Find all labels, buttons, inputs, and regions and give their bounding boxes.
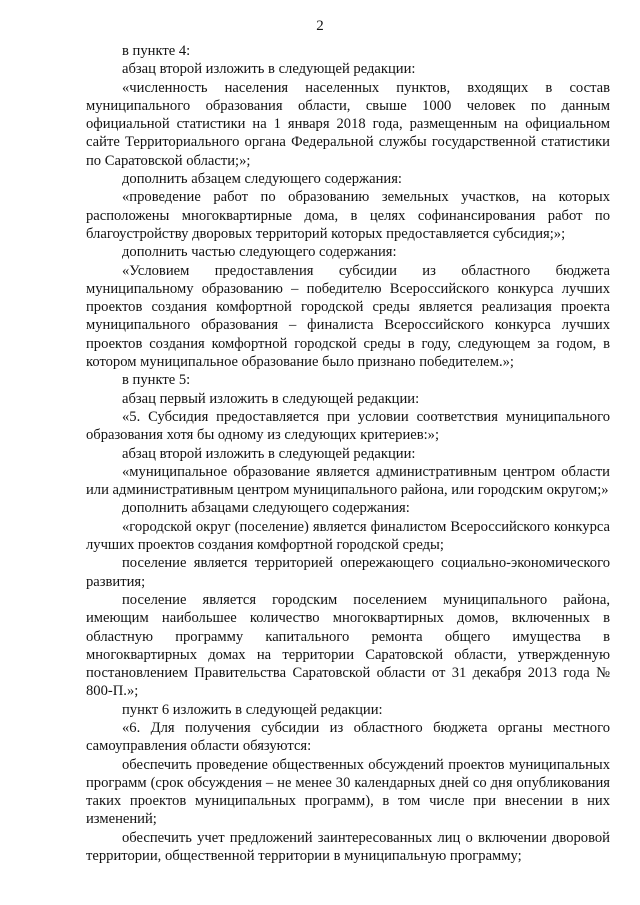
paragraph: абзац второй изложить в следующей редакции: [122,61,416,78]
paragraph: в пункте 4: [122,43,191,59]
paragraph: пункт 6 изложить в следующей редакции: [122,701,383,718]
paragraph: дополнить абзацами следующего содержания: [122,500,410,517]
paragraph: «6. Для получения субсидии из областного бюджета органы местного самоуправления области обязуются: [86,719,610,755]
paragraph: «численность населения населенных пунктов, входящих в состав муниципального образования области, свыше 1000 человек по данным официальной статистики на 1 января 2018 года, размещенным на официальном сайте Территориального органа Федеральной службы государственной статистики по Саратовской области;»; [86,79,610,169]
document-body [86,42,610,865]
paragraph: абзац первый изложить в следующей редакции: [122,390,420,407]
paragraph: «проведение работ по образованию земельных участков, на которых расположены многоквартирные дома, в целях софинансирования работ по благоустройству дворовых территорий которых предоставляется субсидия;»; [86,189,610,242]
paragraph: «муниципальное образование является административным центром области или административным центром муниципального района, или городским округом;» [86,463,610,499]
page-number: 2 [316,18,324,34]
paragraph: обеспечить проведение общественных обсуждений проектов муниципальных программ (срок обсуждения – не менее 30 календарных дней со дня опубликования таких проектов муниципальных программ), в том числе при внесении в них изменений; [86,756,610,828]
paragraph: «5. Субсидия предоставляется при условии соответствия муниципального образования хотя бы одному из следующих критериев:»; [86,408,610,444]
paragraph: поселение является городским поселением муниципального района, имеющим наибольшее количество многоквартирных домов, включенных в областную программу капитального ремонта общего имущества в многоквартирных домах на территории Саратовской области, утвержденную постановлением Правительства Саратовской области от 31 декабря 2013 года № 800-П.»; [86,591,610,700]
paragraph: дополнить частью следующего содержания: [122,244,397,261]
paragraph: в пункте 5: [122,372,191,389]
paragraph: обеспечить учет предложений заинтересованных лиц о включении дворовой территории, общественной территории в муниципальную программу; [86,829,610,865]
paragraph: поселение является территорией опережающего социально-экономического развития; [86,555,610,590]
paragraph: «городской округ (поселение) является финалистом Всероссийского конкурса лучших проектов создания комфортной городской среды; [86,518,610,554]
paragraph: «Условием предоставления субсидии из областного бюджета муниципальному образованию – победителю Всероссийского конкурса лучших проектов создания комфортной городской среды является реализация проекта муниципального образования – финалиста Всероссийского конкурса лучших проектов создания комфортной городской среды в году, следующем за годом, в котором муниципальное образование было признано победителем.»; [86,262,610,371]
paragraph: дополнить абзацем следующего содержания: [122,171,402,188]
paragraph: абзац второй изложить в следующей редакции: [122,445,416,462]
